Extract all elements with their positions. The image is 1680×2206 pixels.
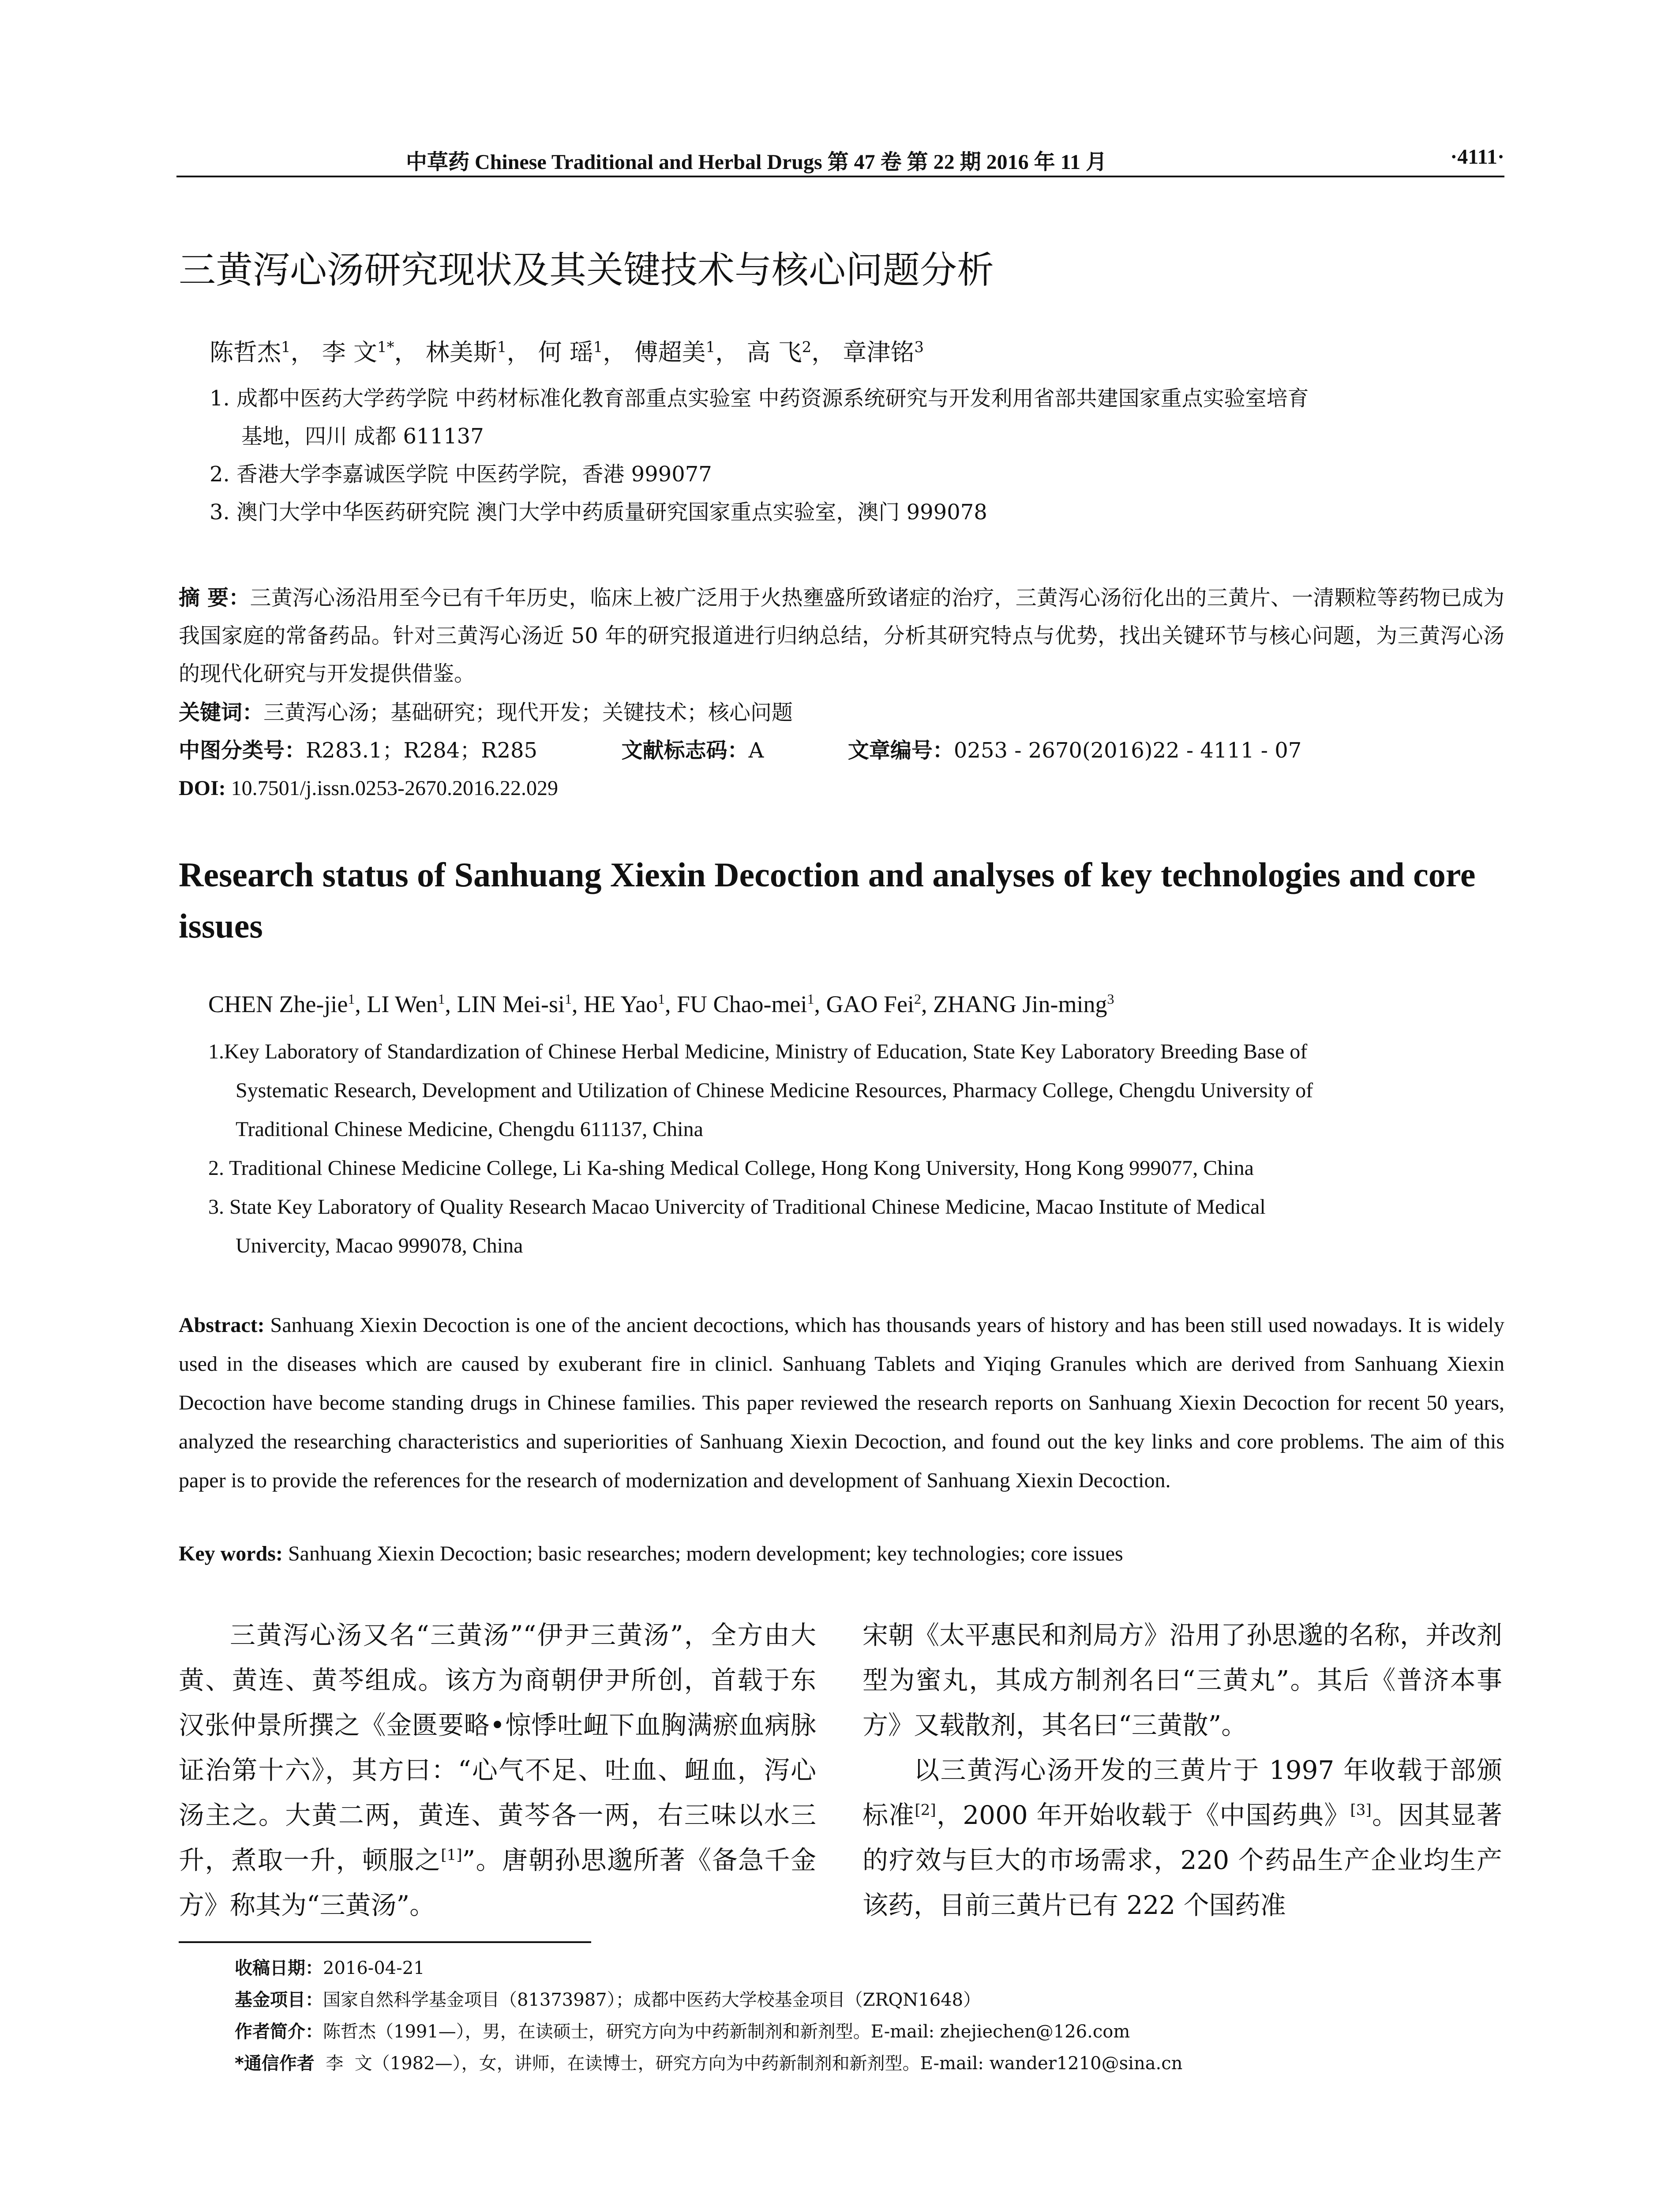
affiliation-line: 基地，四川 成都 611137 bbox=[241, 424, 484, 449]
english-authors: CHEN Zhe-jie$^1$, LI Wen$^1$, LIN Mei-$si^1$, HE Yao$^1$, FU Chao-mei$^1$, GAO Fei$^2$, ZHANG Jin-ming$^3$ bbox=[208, 991, 1114, 1017]
author-name: 陈哲杰 bbox=[210, 338, 281, 366]
author-affil-mark: 1 bbox=[497, 338, 507, 356]
journal-header: 中草药 Chinese Traditional and Herbal Drugs 第 47 卷 第 22 期 2016 年 11 月 bbox=[406, 150, 1107, 174]
body-text: 。因其显著的疗效与巨大的市场需求，220 个药品生产企业均生产该药，目前三黄片已有 222 个国药准 bbox=[862, 1800, 1502, 1920]
author-affil-mark: 1 bbox=[705, 338, 716, 356]
page-number: ·4111· bbox=[1450, 145, 1504, 169]
footnote-text: 陈哲杰（1991—），男，在读硕士，研究方向为中药新制剂和新剂型。E-mail: zhejiechen@126.com bbox=[323, 2022, 1130, 2042]
footnote-text: 李 文（1982—），女，讲师，在读博士，研究方向为中药新制剂和新剂型。E-mail: wander1210@sina.cn bbox=[314, 2053, 1183, 2074]
classification-line bbox=[179, 732, 1504, 769]
author-affil-mark: 1 bbox=[438, 991, 445, 1007]
footnote-label: 基金项目： bbox=[235, 1990, 323, 2010]
author-name: LI Wen bbox=[367, 991, 438, 1017]
body-text: ，2000 年开始收载于《中国药典》 bbox=[936, 1800, 1350, 1830]
author-name: CHEN Zhe-jie bbox=[208, 991, 348, 1017]
author-affil-mark: 1 bbox=[807, 991, 814, 1007]
author-name: 林美斯 bbox=[425, 338, 497, 366]
footnote-label: 收稿日期： bbox=[235, 1958, 323, 1978]
clc-label: 中图分类号： bbox=[179, 738, 306, 763]
footnotes bbox=[235, 1952, 1182, 2079]
footnote-corresponding bbox=[235, 2048, 1182, 2079]
article-no-label: 文章编号： bbox=[848, 738, 954, 763]
body-left-column bbox=[179, 1613, 816, 1928]
affiliation-line: 3. 澳门大学中华医药研究院 澳门大学中药质量研究国家重点实验室，澳门 999078 bbox=[210, 500, 987, 525]
abstract-label: 摘 要： bbox=[179, 585, 250, 610]
affiliation-line: Traditional Chinese Medicine, Chengdu 611137, China bbox=[236, 1118, 703, 1141]
footnote-text: 国家自然科学基金项目（81373987）；成都中医药大学校基金项目（ZRQN1648） bbox=[323, 1990, 981, 2010]
doi-value: 10.7501/j.issn.0253-2670.2016.22.029 bbox=[231, 777, 559, 800]
author-name: FU Chao-mei bbox=[677, 991, 807, 1017]
chinese-authors: 陈哲杰$^1$， 李 文$^{1*}$， 林美斯$^1$， 何 瑶$^1$， 傅超美$^1$， 高 飞$^2$， 章津铭$^3$ bbox=[210, 338, 924, 366]
footnote-author-bio bbox=[235, 2016, 1182, 2048]
author-name: ZHANG Jin-ming bbox=[933, 991, 1107, 1017]
author-affil-mark: 3 bbox=[1107, 991, 1114, 1007]
citation-ref: [3] bbox=[1350, 1801, 1372, 1819]
chinese-keywords bbox=[179, 694, 1504, 732]
affiliation-line: 1.Key Laboratory of Standardization of Chinese Herbal Medicine, Ministry of Education, State Key Laboratory Breeding Base of bbox=[208, 1040, 1308, 1063]
running-header bbox=[176, 140, 1504, 174]
author-name: 傅超美 bbox=[634, 338, 706, 366]
abstract-label: Abstract: bbox=[179, 1313, 265, 1337]
footnote-received bbox=[235, 1952, 1182, 1984]
keywords-label: 关键词： bbox=[179, 700, 264, 725]
article-no-value: 0253 - 2670(2016)22 - 4111 - 07 bbox=[953, 738, 1302, 763]
footnote-funding bbox=[235, 1984, 1182, 2016]
affiliation-line: 2. Traditional Chinese Medicine College, Li Ka-shing Medical College, Hong Kong University, Hong Kong 999077, China bbox=[208, 1156, 1254, 1180]
body-text: 以三黄泻心汤开发的三黄片于 1997 年收载于部颁标准 bbox=[862, 1755, 1502, 1830]
author-name: LIN Mei-si bbox=[457, 991, 565, 1017]
chinese-abstract bbox=[179, 579, 1504, 693]
footnote-label: *通信作者 bbox=[235, 2053, 315, 2074]
body-right-column bbox=[862, 1613, 1502, 1928]
footnote-rule bbox=[179, 1941, 591, 1943]
body-text: ”。唐朝孙思邈所著《备急千金方》称其为“三黄汤”。 bbox=[179, 1845, 816, 1920]
body-paragraph bbox=[862, 1613, 1502, 1748]
author-affil-mark: 1 bbox=[564, 991, 572, 1007]
footnote-text: 2016-04-21 bbox=[323, 1958, 425, 1978]
citation-ref: [2] bbox=[915, 1801, 936, 1819]
doc-code-label: 文献标志码： bbox=[621, 738, 749, 763]
citation-ref: [1] bbox=[441, 1846, 462, 1864]
author-name: 何 瑶 bbox=[538, 338, 593, 366]
body-paragraph bbox=[179, 1613, 816, 1928]
doi-line bbox=[179, 769, 1504, 807]
author-affil-mark: 1 bbox=[593, 338, 603, 356]
affiliation-line: 2. 香港大学李嘉诚医学院 中医药学院，香港 999077 bbox=[210, 462, 712, 487]
clc-value: R283.1；R284；R285 bbox=[306, 738, 538, 763]
chinese-title: 三黄泻心汤研究现状及其关键技术与核心问题分析 bbox=[179, 248, 994, 292]
english-abstract bbox=[179, 1306, 1504, 1500]
author-affil-mark: 1 bbox=[658, 991, 665, 1007]
author-name: GAO Fei bbox=[826, 991, 914, 1017]
affiliation-line: Univercity, Macao 999078, China bbox=[236, 1234, 523, 1257]
affiliation-line: 1. 成都中医药大学药学院 中药材标准化教育部重点实验室 中药资源系统研究与开发利用省部共建国家重点实验室培育 bbox=[210, 386, 1309, 411]
author-affil-mark: 1 bbox=[348, 991, 355, 1007]
keywords-text: 三黄泻心汤；基础研究；现代开发；关键技术；核心问题 bbox=[263, 700, 793, 725]
header-rule bbox=[176, 176, 1504, 177]
doc-code-value: A bbox=[748, 738, 764, 763]
author-affil-mark: 1* bbox=[377, 338, 394, 356]
english-title: Research status of Sanhuang Xiexin Decoction and analyses of key technologies and core issues bbox=[179, 855, 1476, 945]
doi-label: DOI: bbox=[179, 777, 226, 800]
affiliation-line: 3. State Key Laboratory of Quality Research Macao Univercity of Traditional Chinese Medicine, Macao Institute of Medical bbox=[208, 1195, 1266, 1219]
author-name: 高 飞 bbox=[746, 338, 802, 366]
author-name: 李 文 bbox=[322, 338, 377, 366]
author-affil-mark: 3 bbox=[914, 338, 924, 356]
author-name: 章津铭 bbox=[843, 338, 915, 366]
author-affil-mark: 2 bbox=[802, 338, 812, 356]
body-text: 宋朝《太平惠民和剂局方》沿用了孙思邈的名称，并改剂型为蜜丸，其成方制剂名曰“三黄丸”。其后《普济本事方》又载散剂，其名曰“三黄散”。 bbox=[862, 1620, 1503, 1740]
author-name: HE Yao bbox=[583, 991, 658, 1017]
body-paragraph bbox=[862, 1748, 1502, 1928]
affiliation-line: Systematic Research, Development and Utilization of Chinese Medicine Resources, Pharmacy College, Chengdu University of bbox=[236, 1079, 1313, 1102]
footnote-label: 作者简介： bbox=[235, 2022, 323, 2042]
abstract-text: Sanhuang Xiexin Decoction is one of the ancient decoctions, which has thousands years of history and has been still used nowadays. It is widely used in the diseases which are caused by exuberant fire in clinicl. Sanhuang Tablets and Yiqing Granules which are derived from Sanhuang Xiexin Decoction have become standing drugs in Chinese families. This paper reviewed the research reports on Sanhuang Xiexin Decoction for recent 50 years, analyzed the researching characteristics and superiorities of Sanhuang Xiexin Decoction, and found out the key links and core problems. The aim of this paper is to provide the references for the research of modernization and development of Sanhuang Xiexin Decoction. bbox=[179, 1313, 1504, 1492]
keywords-text: Sanhuang Xiexin Decoction; basic researches; modern development; key technologies; core issues bbox=[288, 1542, 1123, 1565]
english-keywords bbox=[179, 1542, 1123, 1566]
body-text: 三黄泻心汤又名“三黄汤”“伊尹三黄汤”，全方由大黄、黄连、黄芩组成。该方为商朝伊尹所创，首载于东汉张仲景所撰之《金匮要略•惊悸吐衄下血胸满瘀血病脉证治第十六》，其方曰：“心气不足、吐血、衄血，泻心汤主之。大黄二两，黄连、黄芩各一两，右三味以水三升，煮取一升，顿服之 bbox=[179, 1620, 816, 1875]
keywords-label: Key words: bbox=[179, 1542, 283, 1565]
author-affil-mark: 2 bbox=[914, 991, 921, 1007]
author-affil-mark: 1 bbox=[281, 338, 291, 356]
abstract-text: 三黄泻心汤沿用至今已有千年历史，临床上被广泛用于火热壅盛所致诸症的治疗，三黄泻心汤衍化出的三黄片、一清颗粒等药物已成为我国家庭的常备药品。针对三黄泻心汤近 50 年的研究报道进行归纳总结，分析其研究特点与优势，找出关键环节与核心问题，为三黄泻心汤的现代化研究与开发提供借鉴。 bbox=[179, 585, 1504, 686]
